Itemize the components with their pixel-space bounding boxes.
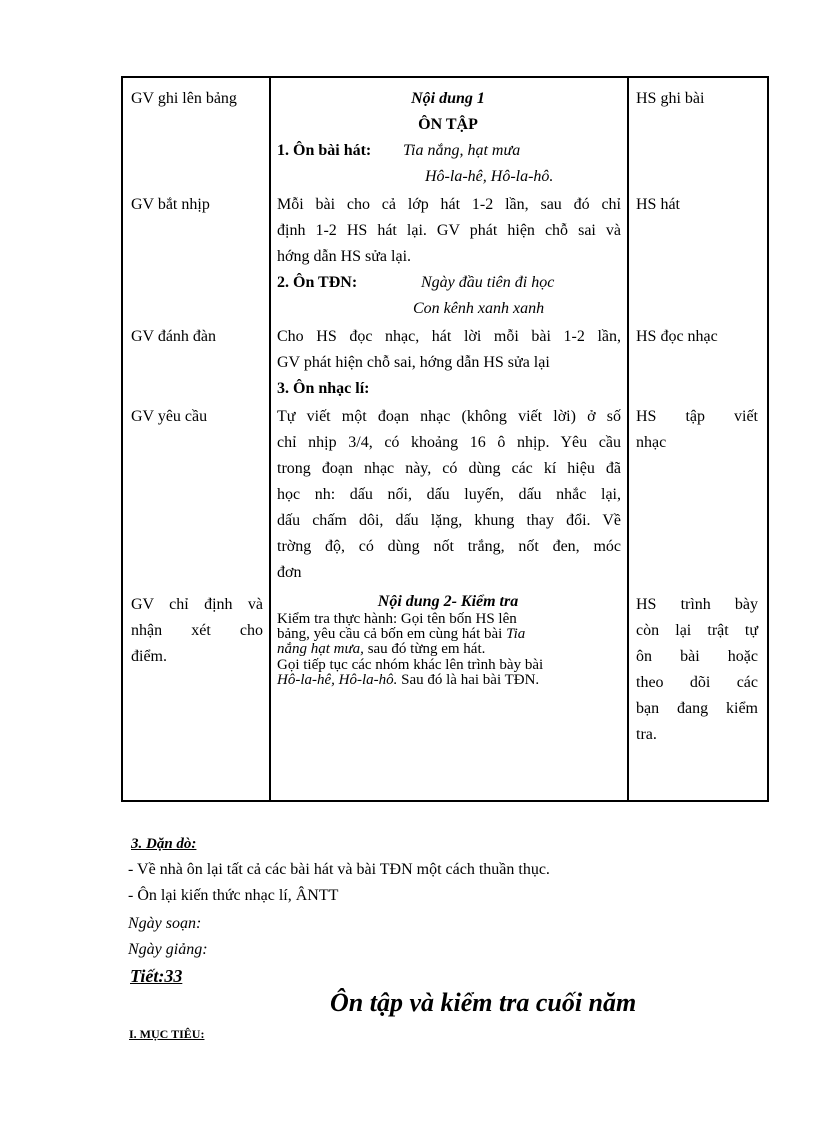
paragraph-line: Tự viết một đoạn nhạc (không viết lời) ở số <box>277 408 621 425</box>
paragraph-line: Gọi tiếp tục các nhóm khác lên trình bày bài <box>277 657 544 673</box>
song-name: nắng hạt mưa, <box>277 641 364 657</box>
student-step-5-line: tra. <box>636 726 657 743</box>
teacher-step-3: GV đánh đàn <box>131 328 217 345</box>
homework-line: - Ôn lại kiến thức nhạc lí, ÂNTT <box>128 887 339 904</box>
song-name: Tia nắng, hạt mưa <box>403 142 521 159</box>
lesson-title: Ôn tập và kiểm tra cuối năm <box>330 988 637 1017</box>
teacher-step-1: GV ghi lên bảng <box>131 90 237 107</box>
student-step-4-line: HS tập viết <box>636 408 758 425</box>
paragraph-line: trờng độ, có dùng nốt trắng, nốt đen, móc <box>277 538 621 555</box>
teacher-activity-column <box>122 77 270 801</box>
song-name: Hô-la-hê, Hô-la-hô. <box>425 168 554 185</box>
paragraph-line: đơn <box>277 564 302 581</box>
section-2-label: 2. Ôn TĐN: <box>277 274 358 291</box>
text-run: bảng, yêu cầu cả bốn em cùng hát bài <box>277 626 503 642</box>
paragraph-line: chỉ nhịp 3/4, có khoảng 16 ô nhịp. Yêu cầu <box>277 434 621 451</box>
prep-date-label: Ngày soạn: <box>128 915 202 932</box>
paragraph-line: GV phát hiện chỗ sai, hớng dẫn HS sửa lại <box>277 354 550 371</box>
song-name: Con kênh xanh xanh <box>413 300 545 317</box>
song-name: Tia <box>506 626 526 642</box>
paragraph-line <box>277 627 525 642</box>
paragraph-line <box>277 642 485 657</box>
paragraph-line: Cho HS đọc nhạc, hát lời mỗi bài 1-2 lần, <box>277 328 621 345</box>
student-step-5-line: theo dõi các <box>636 674 758 691</box>
section-1-label: 1. Ôn bài hát: <box>277 142 372 159</box>
student-step-1: HS ghi bài <box>636 90 705 107</box>
teacher-step-4: GV yêu cầu <box>131 408 208 425</box>
student-step-5-line: HS trình bày <box>636 596 758 613</box>
content-1-title: Nội dung 1 <box>411 90 485 107</box>
student-step-5-line: bạn đang kiểm <box>636 700 758 717</box>
homework-heading: 3. Dặn dò: <box>131 836 197 852</box>
review-heading: ÔN TẬP <box>418 116 478 133</box>
text-run: Sau đó là hai bài TĐN. <box>397 672 540 688</box>
student-step-2: HS hát <box>636 196 680 213</box>
teacher-step-2: GV bắt nhịp <box>131 196 210 213</box>
student-step-5-line: còn lại trật tự <box>636 622 758 639</box>
paragraph-line: trong đoạn nhạc này, có dùng các kí hiệu đã <box>277 460 621 477</box>
song-name: Hô-la-hê, Hô-la-hô. <box>277 672 398 688</box>
content-column <box>270 77 628 801</box>
paragraph-line: Kiểm tra thực hành: Gọi tên bốn HS lên <box>277 611 517 627</box>
teach-date-label: Ngày giảng: <box>128 941 208 958</box>
paragraph-line: hớng dẫn HS sửa lại. <box>277 248 412 265</box>
teacher-step-5-line: điểm. <box>131 648 167 665</box>
text-run: sau đó từng em hát. <box>363 641 486 657</box>
paragraph-line: Mỗi bài cho cả lớp hát 1-2 lần, sau đó chỉ <box>277 196 621 213</box>
paragraph-line: học nh: dấu nối, dấu luyến, dấu nhắc lại, <box>277 486 621 503</box>
paragraph-line: dấu chấm dôi, dấu lặng, khung thay đổi. Về <box>277 512 621 529</box>
homework-line: - Về nhà ôn lại tất cả các bài hát và bài TĐN một cách thuần thục. <box>128 861 550 878</box>
content-2-title: Nội dung 2- Kiểm tra <box>377 593 519 610</box>
paragraph-line: định 1-2 HS hát lại. GV phát hiện chỗ sai và <box>277 222 621 239</box>
teacher-step-5-line: GV chỉ định và <box>131 596 263 613</box>
student-activity-column <box>628 77 768 801</box>
student-step-5-line: ôn bài hoặc <box>636 648 758 665</box>
lesson-number: Tiết:33 <box>130 966 183 986</box>
student-step-3: HS đọc nhạc <box>636 328 718 345</box>
lesson-table <box>121 76 769 802</box>
student-step-4-line: nhạc <box>636 434 667 451</box>
song-name: Ngày đầu tiên đi học <box>421 274 555 291</box>
teacher-step-5-line: nhận xét cho <box>131 622 263 639</box>
paragraph-line <box>277 673 539 688</box>
objectives-heading: I. MỤC TIÊU: <box>129 1027 205 1041</box>
section-3-label: 3. Ôn nhạc lí: <box>277 380 370 397</box>
